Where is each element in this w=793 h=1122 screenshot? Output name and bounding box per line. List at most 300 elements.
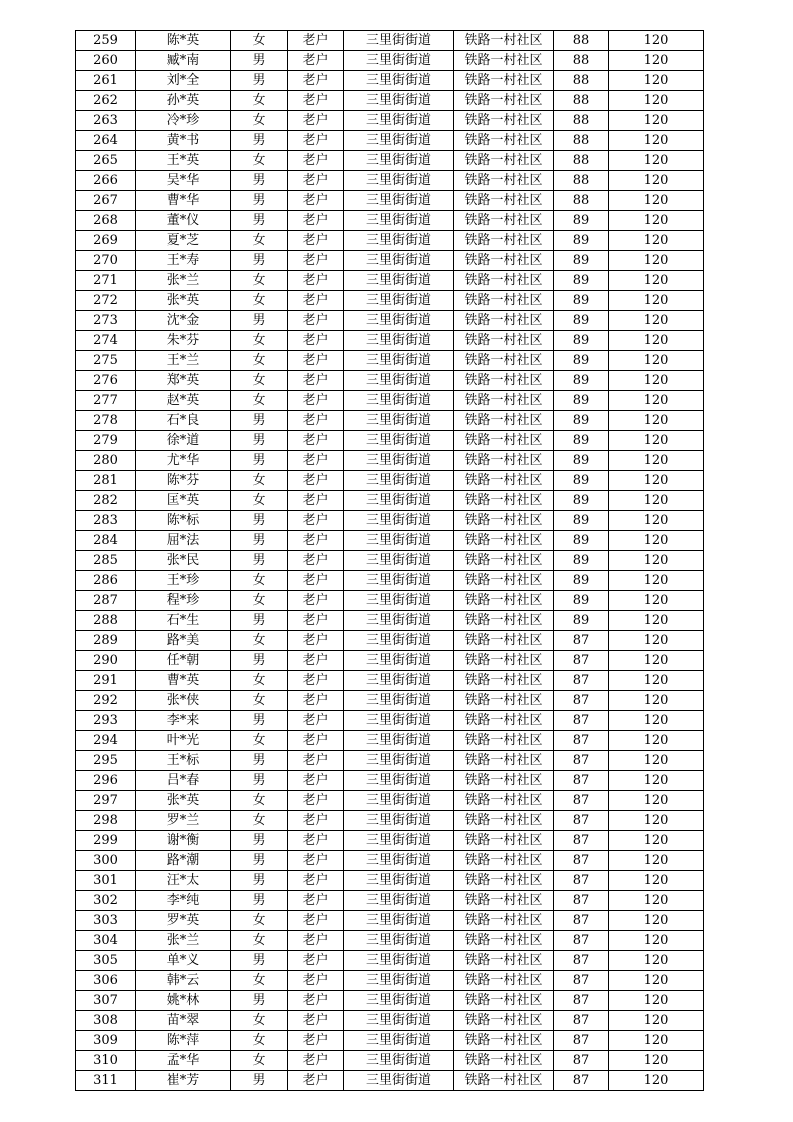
name-cell: 臧*南 bbox=[136, 51, 231, 71]
household-type-cell: 老户 bbox=[288, 451, 344, 471]
community-cell: 铁路一村社区 bbox=[454, 691, 554, 711]
gender-cell: 女 bbox=[231, 971, 288, 991]
amount-cell: 120 bbox=[609, 351, 704, 371]
name-cell: 石*生 bbox=[136, 611, 231, 631]
gender-cell: 女 bbox=[231, 691, 288, 711]
community-cell: 铁路一村社区 bbox=[454, 211, 554, 231]
household-type-cell: 老户 bbox=[288, 171, 344, 191]
age-cell: 87 bbox=[554, 1051, 609, 1071]
name-cell: 陈*萍 bbox=[136, 1031, 231, 1051]
gender-cell: 女 bbox=[231, 911, 288, 931]
name-cell: 屈*法 bbox=[136, 531, 231, 551]
age-cell: 89 bbox=[554, 411, 609, 431]
row-number-cell: 304 bbox=[76, 931, 136, 951]
name-cell: 徐*道 bbox=[136, 431, 231, 451]
amount-cell: 120 bbox=[609, 771, 704, 791]
name-cell: 陈*芬 bbox=[136, 471, 231, 491]
row-number-cell: 289 bbox=[76, 631, 136, 651]
name-cell: 罗*英 bbox=[136, 911, 231, 931]
name-cell: 王*英 bbox=[136, 151, 231, 171]
table-row bbox=[76, 71, 704, 91]
name-cell: 冷*珍 bbox=[136, 111, 231, 131]
table-row bbox=[76, 651, 704, 671]
age-cell: 89 bbox=[554, 331, 609, 351]
table-row bbox=[76, 511, 704, 531]
table-row bbox=[76, 451, 704, 471]
community-cell: 铁路一村社区 bbox=[454, 311, 554, 331]
name-cell: 张*英 bbox=[136, 791, 231, 811]
age-cell: 89 bbox=[554, 431, 609, 451]
household-type-cell: 老户 bbox=[288, 691, 344, 711]
household-type-cell: 老户 bbox=[288, 391, 344, 411]
amount-cell: 120 bbox=[609, 831, 704, 851]
amount-cell: 120 bbox=[609, 171, 704, 191]
row-number-cell: 280 bbox=[76, 451, 136, 471]
street-cell: 三里街街道 bbox=[344, 431, 454, 451]
gender-cell: 女 bbox=[231, 271, 288, 291]
row-number-cell: 274 bbox=[76, 331, 136, 351]
community-cell: 铁路一村社区 bbox=[454, 1031, 554, 1051]
amount-cell: 120 bbox=[609, 371, 704, 391]
age-cell: 88 bbox=[554, 151, 609, 171]
table-row bbox=[76, 51, 704, 71]
household-type-cell: 老户 bbox=[288, 51, 344, 71]
community-cell: 铁路一村社区 bbox=[454, 31, 554, 51]
community-cell: 铁路一村社区 bbox=[454, 1071, 554, 1091]
age-cell: 87 bbox=[554, 791, 609, 811]
name-cell: 苗*翠 bbox=[136, 1011, 231, 1031]
amount-cell: 120 bbox=[609, 311, 704, 331]
gender-cell: 女 bbox=[231, 151, 288, 171]
community-cell: 铁路一村社区 bbox=[454, 491, 554, 511]
row-number-cell: 278 bbox=[76, 411, 136, 431]
street-cell: 三里街街道 bbox=[344, 911, 454, 931]
age-cell: 87 bbox=[554, 751, 609, 771]
street-cell: 三里街街道 bbox=[344, 551, 454, 571]
gender-cell: 女 bbox=[231, 671, 288, 691]
household-type-cell: 老户 bbox=[288, 271, 344, 291]
amount-cell: 120 bbox=[609, 891, 704, 911]
name-cell: 吕*春 bbox=[136, 771, 231, 791]
row-number-cell: 302 bbox=[76, 891, 136, 911]
street-cell: 三里街街道 bbox=[344, 1031, 454, 1051]
amount-cell: 120 bbox=[609, 711, 704, 731]
household-type-cell: 老户 bbox=[288, 931, 344, 951]
gender-cell: 男 bbox=[231, 531, 288, 551]
age-cell: 89 bbox=[554, 471, 609, 491]
amount-cell: 120 bbox=[609, 531, 704, 551]
age-cell: 87 bbox=[554, 971, 609, 991]
name-cell: 王*寿 bbox=[136, 251, 231, 271]
amount-cell: 120 bbox=[609, 151, 704, 171]
household-type-cell: 老户 bbox=[288, 1071, 344, 1091]
name-cell: 孙*英 bbox=[136, 91, 231, 111]
household-type-cell: 老户 bbox=[288, 71, 344, 91]
community-cell: 铁路一村社区 bbox=[454, 991, 554, 1011]
community-cell: 铁路一村社区 bbox=[454, 711, 554, 731]
household-type-cell: 老户 bbox=[288, 251, 344, 271]
amount-cell: 120 bbox=[609, 671, 704, 691]
age-cell: 89 bbox=[554, 291, 609, 311]
table-row bbox=[76, 1011, 704, 1031]
row-number-cell: 298 bbox=[76, 811, 136, 831]
row-number-cell: 292 bbox=[76, 691, 136, 711]
street-cell: 三里街街道 bbox=[344, 331, 454, 351]
table-row bbox=[76, 691, 704, 711]
community-cell: 铁路一村社区 bbox=[454, 151, 554, 171]
gender-cell: 女 bbox=[231, 231, 288, 251]
street-cell: 三里街街道 bbox=[344, 991, 454, 1011]
name-cell: 吴*华 bbox=[136, 171, 231, 191]
name-cell: 朱*芬 bbox=[136, 331, 231, 351]
age-cell: 87 bbox=[554, 731, 609, 751]
household-type-cell: 老户 bbox=[288, 891, 344, 911]
household-type-cell: 老户 bbox=[288, 371, 344, 391]
amount-cell: 120 bbox=[609, 631, 704, 651]
amount-cell: 120 bbox=[609, 731, 704, 751]
street-cell: 三里街街道 bbox=[344, 471, 454, 491]
household-type-cell: 老户 bbox=[288, 631, 344, 651]
community-cell: 铁路一村社区 bbox=[454, 411, 554, 431]
table-row bbox=[76, 891, 704, 911]
age-cell: 87 bbox=[554, 771, 609, 791]
household-type-cell: 老户 bbox=[288, 571, 344, 591]
household-type-cell: 老户 bbox=[288, 671, 344, 691]
table-row bbox=[76, 851, 704, 871]
row-number-cell: 303 bbox=[76, 911, 136, 931]
name-cell: 张*侠 bbox=[136, 691, 231, 711]
street-cell: 三里街街道 bbox=[344, 511, 454, 531]
name-cell: 姚*林 bbox=[136, 991, 231, 1011]
row-number-cell: 286 bbox=[76, 571, 136, 591]
row-number-cell: 309 bbox=[76, 1031, 136, 1051]
gender-cell: 男 bbox=[231, 251, 288, 271]
gender-cell: 男 bbox=[231, 871, 288, 891]
community-cell: 铁路一村社区 bbox=[454, 551, 554, 571]
amount-cell: 120 bbox=[609, 251, 704, 271]
amount-cell: 120 bbox=[609, 931, 704, 951]
gender-cell: 男 bbox=[231, 771, 288, 791]
age-cell: 87 bbox=[554, 831, 609, 851]
amount-cell: 120 bbox=[609, 1031, 704, 1051]
amount-cell: 120 bbox=[609, 1071, 704, 1091]
row-number-cell: 273 bbox=[76, 311, 136, 331]
gender-cell: 男 bbox=[231, 851, 288, 871]
street-cell: 三里街街道 bbox=[344, 211, 454, 231]
age-cell: 87 bbox=[554, 851, 609, 871]
amount-cell: 120 bbox=[609, 411, 704, 431]
name-cell: 沈*金 bbox=[136, 311, 231, 331]
street-cell: 三里街街道 bbox=[344, 531, 454, 551]
street-cell: 三里街街道 bbox=[344, 1071, 454, 1091]
amount-cell: 120 bbox=[609, 911, 704, 931]
household-type-cell: 老户 bbox=[288, 711, 344, 731]
gender-cell: 男 bbox=[231, 511, 288, 531]
row-number-cell: 264 bbox=[76, 131, 136, 151]
household-type-cell: 老户 bbox=[288, 151, 344, 171]
amount-cell: 120 bbox=[609, 811, 704, 831]
amount-cell: 120 bbox=[609, 91, 704, 111]
community-cell: 铁路一村社区 bbox=[454, 911, 554, 931]
gender-cell: 女 bbox=[231, 931, 288, 951]
row-number-cell: 288 bbox=[76, 611, 136, 631]
street-cell: 三里街街道 bbox=[344, 131, 454, 151]
age-cell: 87 bbox=[554, 651, 609, 671]
street-cell: 三里街街道 bbox=[344, 831, 454, 851]
row-number-cell: 275 bbox=[76, 351, 136, 371]
household-type-cell: 老户 bbox=[288, 331, 344, 351]
community-cell: 铁路一村社区 bbox=[454, 731, 554, 751]
age-cell: 89 bbox=[554, 351, 609, 371]
community-cell: 铁路一村社区 bbox=[454, 851, 554, 871]
community-cell: 铁路一村社区 bbox=[454, 71, 554, 91]
street-cell: 三里街街道 bbox=[344, 591, 454, 611]
gender-cell: 男 bbox=[231, 651, 288, 671]
community-cell: 铁路一村社区 bbox=[454, 591, 554, 611]
age-cell: 88 bbox=[554, 71, 609, 91]
age-cell: 89 bbox=[554, 231, 609, 251]
amount-cell: 120 bbox=[609, 551, 704, 571]
name-cell: 王*标 bbox=[136, 751, 231, 771]
community-cell: 铁路一村社区 bbox=[454, 871, 554, 891]
community-cell: 铁路一村社区 bbox=[454, 971, 554, 991]
row-number-cell: 290 bbox=[76, 651, 136, 671]
household-type-cell: 老户 bbox=[288, 131, 344, 151]
community-cell: 铁路一村社区 bbox=[454, 891, 554, 911]
household-type-cell: 老户 bbox=[288, 1051, 344, 1071]
street-cell: 三里街街道 bbox=[344, 771, 454, 791]
row-number-cell: 306 bbox=[76, 971, 136, 991]
gender-cell: 女 bbox=[231, 331, 288, 351]
gender-cell: 男 bbox=[231, 411, 288, 431]
amount-cell: 120 bbox=[609, 971, 704, 991]
row-number-cell: 261 bbox=[76, 71, 136, 91]
table-row bbox=[76, 371, 704, 391]
table-row bbox=[76, 431, 704, 451]
amount-cell: 120 bbox=[609, 591, 704, 611]
street-cell: 三里街街道 bbox=[344, 291, 454, 311]
community-cell: 铁路一村社区 bbox=[454, 291, 554, 311]
street-cell: 三里街街道 bbox=[344, 671, 454, 691]
name-cell: 赵*英 bbox=[136, 391, 231, 411]
row-number-cell: 267 bbox=[76, 191, 136, 211]
gender-cell: 女 bbox=[231, 31, 288, 51]
community-cell: 铁路一村社区 bbox=[454, 231, 554, 251]
street-cell: 三里街街道 bbox=[344, 71, 454, 91]
gender-cell: 女 bbox=[231, 491, 288, 511]
table-row bbox=[76, 751, 704, 771]
row-number-cell: 285 bbox=[76, 551, 136, 571]
amount-cell: 120 bbox=[609, 1011, 704, 1031]
row-number-cell: 296 bbox=[76, 771, 136, 791]
gender-cell: 男 bbox=[231, 191, 288, 211]
amount-cell: 120 bbox=[609, 751, 704, 771]
community-cell: 铁路一村社区 bbox=[454, 811, 554, 831]
amount-cell: 120 bbox=[609, 211, 704, 231]
community-cell: 铁路一村社区 bbox=[454, 171, 554, 191]
gender-cell: 男 bbox=[231, 991, 288, 1011]
street-cell: 三里街街道 bbox=[344, 371, 454, 391]
gender-cell: 男 bbox=[231, 951, 288, 971]
street-cell: 三里街街道 bbox=[344, 411, 454, 431]
gender-cell: 男 bbox=[231, 831, 288, 851]
street-cell: 三里街街道 bbox=[344, 271, 454, 291]
household-type-cell: 老户 bbox=[288, 551, 344, 571]
table-row bbox=[76, 591, 704, 611]
street-cell: 三里街街道 bbox=[344, 111, 454, 131]
gender-cell: 男 bbox=[231, 711, 288, 731]
table-row bbox=[76, 291, 704, 311]
name-cell: 张*英 bbox=[136, 291, 231, 311]
amount-cell: 120 bbox=[609, 991, 704, 1011]
name-cell: 曹*英 bbox=[136, 671, 231, 691]
amount-cell: 120 bbox=[609, 291, 704, 311]
household-type-cell: 老户 bbox=[288, 411, 344, 431]
amount-cell: 120 bbox=[609, 391, 704, 411]
name-cell: 张*兰 bbox=[136, 271, 231, 291]
community-cell: 铁路一村社区 bbox=[454, 51, 554, 71]
community-cell: 铁路一村社区 bbox=[454, 931, 554, 951]
community-cell: 铁路一村社区 bbox=[454, 1011, 554, 1031]
street-cell: 三里街街道 bbox=[344, 611, 454, 631]
amount-cell: 120 bbox=[609, 71, 704, 91]
amount-cell: 120 bbox=[609, 431, 704, 451]
table-body bbox=[76, 31, 704, 1091]
table-row bbox=[76, 831, 704, 851]
amount-cell: 120 bbox=[609, 951, 704, 971]
name-cell: 韩*云 bbox=[136, 971, 231, 991]
gender-cell: 男 bbox=[231, 891, 288, 911]
household-type-cell: 老户 bbox=[288, 291, 344, 311]
name-cell: 李*纯 bbox=[136, 891, 231, 911]
row-number-cell: 270 bbox=[76, 251, 136, 271]
street-cell: 三里街街道 bbox=[344, 51, 454, 71]
community-cell: 铁路一村社区 bbox=[454, 351, 554, 371]
name-cell: 陈*英 bbox=[136, 31, 231, 51]
household-type-cell: 老户 bbox=[288, 511, 344, 531]
age-cell: 88 bbox=[554, 51, 609, 71]
age-cell: 87 bbox=[554, 671, 609, 691]
gender-cell: 女 bbox=[231, 471, 288, 491]
table-row bbox=[76, 1031, 704, 1051]
amount-cell: 120 bbox=[609, 511, 704, 531]
row-number-cell: 287 bbox=[76, 591, 136, 611]
age-cell: 87 bbox=[554, 951, 609, 971]
gender-cell: 女 bbox=[231, 371, 288, 391]
age-cell: 87 bbox=[554, 811, 609, 831]
name-cell: 路*美 bbox=[136, 631, 231, 651]
table-row bbox=[76, 971, 704, 991]
amount-cell: 120 bbox=[609, 691, 704, 711]
gender-cell: 女 bbox=[231, 1051, 288, 1071]
table-row bbox=[76, 1051, 704, 1071]
name-cell: 崔*芳 bbox=[136, 1071, 231, 1091]
age-cell: 87 bbox=[554, 1031, 609, 1051]
amount-cell: 120 bbox=[609, 471, 704, 491]
table-row bbox=[76, 31, 704, 51]
row-number-cell: 305 bbox=[76, 951, 136, 971]
gender-cell: 男 bbox=[231, 611, 288, 631]
amount-cell: 120 bbox=[609, 611, 704, 631]
household-type-cell: 老户 bbox=[288, 771, 344, 791]
table-row bbox=[76, 311, 704, 331]
street-cell: 三里街街道 bbox=[344, 1011, 454, 1031]
table-row bbox=[76, 771, 704, 791]
street-cell: 三里街街道 bbox=[344, 851, 454, 871]
household-type-cell: 老户 bbox=[288, 531, 344, 551]
street-cell: 三里街街道 bbox=[344, 251, 454, 271]
table-row bbox=[76, 211, 704, 231]
table-row bbox=[76, 531, 704, 551]
community-cell: 铁路一村社区 bbox=[454, 271, 554, 291]
community-cell: 铁路一村社区 bbox=[454, 1051, 554, 1071]
community-cell: 铁路一村社区 bbox=[454, 771, 554, 791]
age-cell: 89 bbox=[554, 511, 609, 531]
gender-cell: 男 bbox=[231, 431, 288, 451]
amount-cell: 120 bbox=[609, 791, 704, 811]
row-number-cell: 265 bbox=[76, 151, 136, 171]
gender-cell: 女 bbox=[231, 391, 288, 411]
records-table bbox=[75, 30, 704, 1091]
household-type-cell: 老户 bbox=[288, 211, 344, 231]
gender-cell: 女 bbox=[231, 351, 288, 371]
table-row bbox=[76, 871, 704, 891]
table-row bbox=[76, 231, 704, 251]
amount-cell: 120 bbox=[609, 451, 704, 471]
row-number-cell: 307 bbox=[76, 991, 136, 1011]
age-cell: 89 bbox=[554, 451, 609, 471]
amount-cell: 120 bbox=[609, 491, 704, 511]
name-cell: 罗*兰 bbox=[136, 811, 231, 831]
community-cell: 铁路一村社区 bbox=[454, 331, 554, 351]
community-cell: 铁路一村社区 bbox=[454, 111, 554, 131]
household-type-cell: 老户 bbox=[288, 851, 344, 871]
table-row bbox=[76, 151, 704, 171]
amount-cell: 120 bbox=[609, 111, 704, 131]
table-row bbox=[76, 411, 704, 431]
age-cell: 89 bbox=[554, 251, 609, 271]
household-type-cell: 老户 bbox=[288, 811, 344, 831]
gender-cell: 女 bbox=[231, 811, 288, 831]
gender-cell: 男 bbox=[231, 1071, 288, 1091]
gender-cell: 男 bbox=[231, 451, 288, 471]
table-row bbox=[76, 471, 704, 491]
age-cell: 88 bbox=[554, 171, 609, 191]
name-cell: 陈*标 bbox=[136, 511, 231, 531]
community-cell: 铁路一村社区 bbox=[454, 511, 554, 531]
table-row bbox=[76, 951, 704, 971]
street-cell: 三里街街道 bbox=[344, 171, 454, 191]
name-cell: 叶*光 bbox=[136, 731, 231, 751]
household-type-cell: 老户 bbox=[288, 751, 344, 771]
community-cell: 铁路一村社区 bbox=[454, 751, 554, 771]
community-cell: 铁路一村社区 bbox=[454, 391, 554, 411]
household-type-cell: 老户 bbox=[288, 651, 344, 671]
table-row bbox=[76, 351, 704, 371]
street-cell: 三里街街道 bbox=[344, 311, 454, 331]
gender-cell: 女 bbox=[231, 631, 288, 651]
gender-cell: 男 bbox=[231, 131, 288, 151]
age-cell: 87 bbox=[554, 1071, 609, 1091]
gender-cell: 男 bbox=[231, 71, 288, 91]
street-cell: 三里街街道 bbox=[344, 811, 454, 831]
row-number-cell: 260 bbox=[76, 51, 136, 71]
gender-cell: 女 bbox=[231, 591, 288, 611]
household-type-cell: 老户 bbox=[288, 191, 344, 211]
community-cell: 铁路一村社区 bbox=[454, 451, 554, 471]
name-cell: 程*珍 bbox=[136, 591, 231, 611]
table-row bbox=[76, 91, 704, 111]
